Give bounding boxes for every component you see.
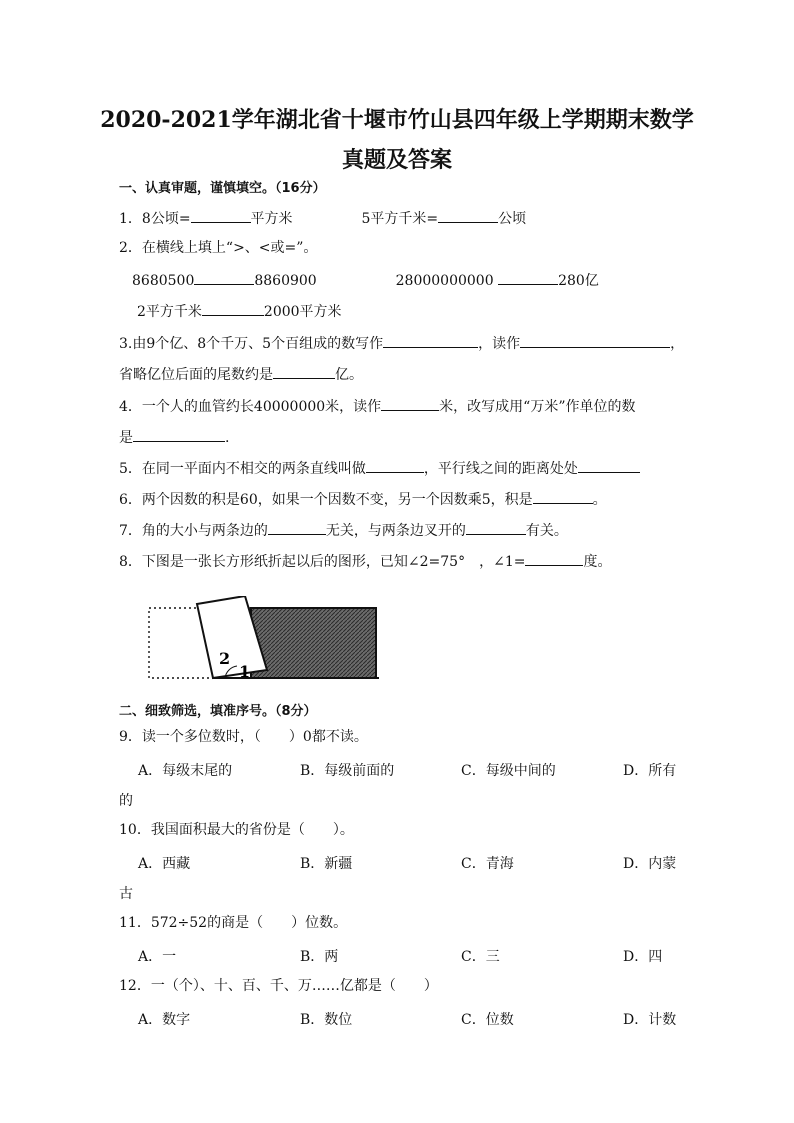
q9-option-d[interactable]: D．所有 bbox=[623, 763, 677, 779]
answer-blank[interactable] bbox=[438, 208, 498, 223]
answer-blank[interactable] bbox=[525, 551, 583, 566]
section1-heading: 一、认真审题，谨慎填空。（16分） bbox=[119, 181, 326, 196]
q10-option-b[interactable]: B．新疆 bbox=[300, 856, 353, 872]
q9-option-a[interactable]: A．每级末尾的 bbox=[138, 763, 233, 779]
q11-option-c[interactable]: C．三 bbox=[461, 949, 500, 965]
question-3-line2: 省略亿位后面的尾数约是 亿。 bbox=[119, 364, 363, 384]
question-9: 9．读一个多位数时，（ ）0都不读。 bbox=[119, 729, 368, 745]
question-7: 7．角的大小与两条边的 无关，与两条边叉开的 有关。 bbox=[119, 520, 568, 540]
answer-blank[interactable] bbox=[578, 458, 640, 473]
doc-title-line2: 真题及答案 bbox=[341, 147, 452, 173]
folded-paper-figure bbox=[147, 596, 379, 682]
question-10: 10．我国面积最大的省份是（ ）。 bbox=[119, 822, 354, 838]
q10-option-d[interactable]: D．内蒙 bbox=[623, 856, 677, 872]
shaded-rectangle bbox=[251, 608, 376, 678]
question-5: 5．在同一平面内不相交的两条直线叫做 ，平行线之间的距离处处 bbox=[119, 458, 640, 478]
section2-heading: 二、细致筛选，填准序号。（8分） bbox=[119, 704, 317, 719]
question-2-row2: 2平方千米 2000平方米 bbox=[137, 301, 342, 321]
answer-blank[interactable] bbox=[191, 208, 251, 223]
answer-blank[interactable] bbox=[520, 333, 670, 348]
question-4: 4．一个人的血管约长40000000米，读作 米，改写成用“万米”作单位的数 bbox=[119, 396, 636, 416]
question-11: 11．572÷52的商是（ ）位数。 bbox=[119, 915, 348, 931]
question-4-line2: 是 . bbox=[119, 427, 229, 447]
q11-option-a[interactable]: A．一 bbox=[138, 949, 177, 965]
q11-option-d[interactable]: D．四 bbox=[623, 949, 663, 965]
q9-option-d-wrap: 的 bbox=[119, 793, 133, 809]
question-3: 3.由9个亿、8个千万、5个百组成的数写作 ，读作 ， bbox=[119, 333, 684, 353]
angle-2-label: 2 bbox=[219, 649, 231, 668]
answer-blank[interactable] bbox=[202, 301, 264, 316]
answer-blank[interactable] bbox=[194, 270, 254, 285]
question-12: 12．一（个）、十、百、千、万……亿都是（ ） bbox=[119, 978, 438, 994]
q12-option-c[interactable]: C．位数 bbox=[461, 1012, 514, 1028]
question-2: 2．在横线上填上“>、<或=”。 bbox=[119, 240, 318, 256]
answer-blank[interactable] bbox=[268, 520, 326, 535]
q10-option-a[interactable]: A．西藏 bbox=[138, 856, 191, 872]
q11-option-b[interactable]: B．两 bbox=[300, 949, 339, 965]
q12-option-a[interactable]: A．数字 bbox=[138, 1012, 191, 1028]
q12-option-b[interactable]: B．数位 bbox=[300, 1012, 353, 1028]
answer-blank[interactable] bbox=[133, 427, 225, 442]
answer-blank[interactable] bbox=[381, 396, 439, 411]
q12-option-d[interactable]: D．计数 bbox=[623, 1012, 677, 1028]
question-2-row1: 8680500 8860900 28000000000 280亿 bbox=[132, 270, 599, 290]
answer-blank[interactable] bbox=[466, 520, 526, 535]
question-6: 6．两个因数的积是60，如果一个因数不变，另一个因数乘5，积是 。 bbox=[119, 489, 607, 509]
answer-blank[interactable] bbox=[273, 364, 335, 379]
answer-blank[interactable] bbox=[533, 489, 593, 504]
question-1: 1．8公顷= 平方米 5平方千米= 公顷 bbox=[119, 208, 526, 228]
answer-blank[interactable] bbox=[498, 270, 558, 285]
angle-1-label: 1 bbox=[239, 662, 251, 681]
doc-title-line1: 2020-2021学年湖北省十堰市竹山县四年级上学期期末数学 bbox=[100, 107, 694, 133]
q9-option-c[interactable]: C．每级中间的 bbox=[461, 763, 556, 779]
q10-option-d-wrap: 古 bbox=[119, 886, 133, 902]
answer-blank[interactable] bbox=[366, 458, 424, 473]
answer-blank[interactable] bbox=[383, 333, 478, 348]
q10-option-c[interactable]: C．青海 bbox=[461, 856, 514, 872]
question-8: 8．下图是一张长方形纸折起以后的图形，已知∠2=75° ，∠1= 度。 bbox=[119, 551, 611, 571]
q9-option-b[interactable]: B．每级前面的 bbox=[300, 763, 395, 779]
